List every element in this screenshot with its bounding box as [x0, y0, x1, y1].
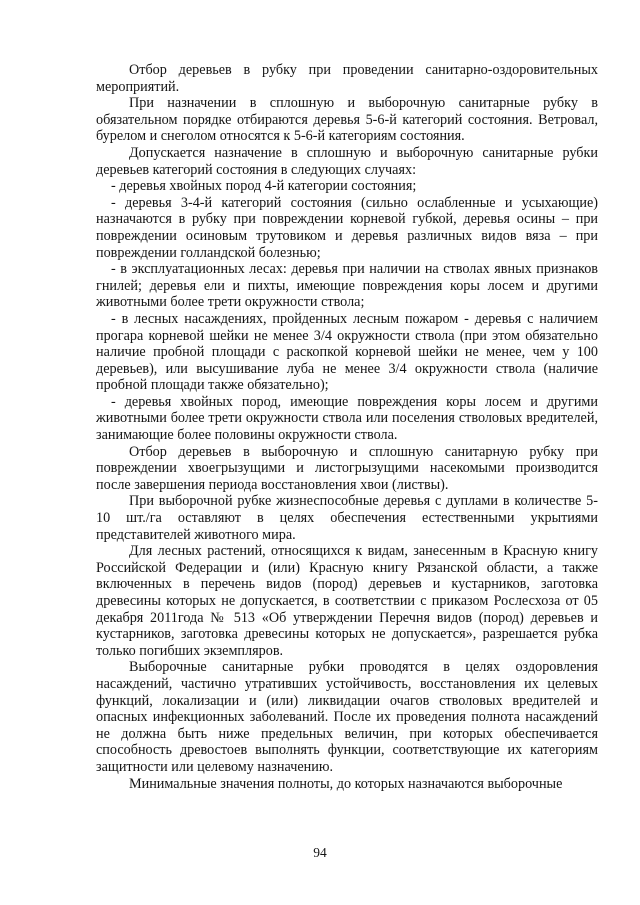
paragraph: При назначении в сплошную и выборочную санитарные рубку в обязательном порядке отбираются деревья 5-6-й категорий состояния. Ветровал, бурелом и снеголом относятся к 5-6-й категориям состояния. [96, 95, 598, 145]
paragraph: При выборочной рубке жизнеспособные деревья с дуплами в количестве 5-10 шт./га оставляют в целях обеспечения естественными укрытиями представителей животного мира. [96, 493, 598, 543]
paragraph: Выборочные санитарные рубки проводятся в целях оздоровления насаждений, частично утративших устойчивость, восстановления их целевых функций, локализации и (или) ликвидации очагов стволовых вредителей и опасных инфекционных заболеваний. После их проведения полнота насаждений не должна быть ниже предельных величин, при которых обеспечивается способность древостоев выполнять функции, соответствующие их категориям защитности или целевому назначению. [96, 659, 598, 775]
list-item: - в эксплуатационных лесах: деревья при наличии на стволах явных признаков гнилей; деревья ели и пихты, имеющие повреждения коры лосем и другими животными более трети окружности ствола; [96, 261, 598, 311]
list-item: - в лесных насаждениях, пройденных лесным пожаром - деревья с наличием прогара корневой шейки не менее 3/4 окружности ствола (при этом обязательно наличие пробной площади с раскопкой корневой шейки не менее, чем у 100 деревьев), или высушивание луба не менее 3/4 окружности ствола (наличие пробной площади также обязательно); [96, 310, 598, 394]
list-item: - деревья 3-4-й категорий состояния (сильно ослабленные и усыхающие) назначаются в рубку при повреждении корневой губкой, деревья осины – при повреждении осиновым трутовиком и деревья различных видов вяза – при повреждении голландской болезнью; [96, 194, 598, 261]
list-item: - деревья хвойных пород 4-й категории состояния; [111, 178, 417, 195]
paragraph: Отбор деревьев в выборочную и сплошную санитарную рубку при повреждении хвоегрызущими и листогрызущими насекомыми производится после завершения периода восстановления хвои (листвы). [96, 443, 598, 493]
paragraph: Минимальные значения полноты, до которых назначаются выборочные [129, 775, 563, 792]
list-item: - деревья хвойных пород, имеющие повреждения коры лосем и другими животными более трети окружности ствола или поселения стволовых вредителей, занимающие более половины окружности ствола. [96, 393, 598, 444]
paragraph: Допускается назначение в сплошную и выборочную санитарные рубки деревьев категорий состояния в следующих случаях: [96, 144, 598, 178]
paragraph: Отбор деревьев в рубку при проведении санитарно-оздоровительных мероприятий. [96, 62, 598, 95]
document-body [96, 62, 598, 792]
page-number: 94 [313, 845, 327, 860]
paragraph: Для лесных растений, относящихся к видам, занесенным в Красную книгу Российской Федерации и (или) Красную книгу Рязанской области, а также включенных в перечень видов (пород) деревьев и кустарников, заготовка древесины которых не допускается, в соответствии с приказом Рослесхоза от 05 декабря 2011года № 513 «Об утверждении Перечня видов (пород) деревьев и кустарников, заготовка древесины которых не допускается», разрешается рубка только погибших экземпляров. [96, 543, 598, 659]
